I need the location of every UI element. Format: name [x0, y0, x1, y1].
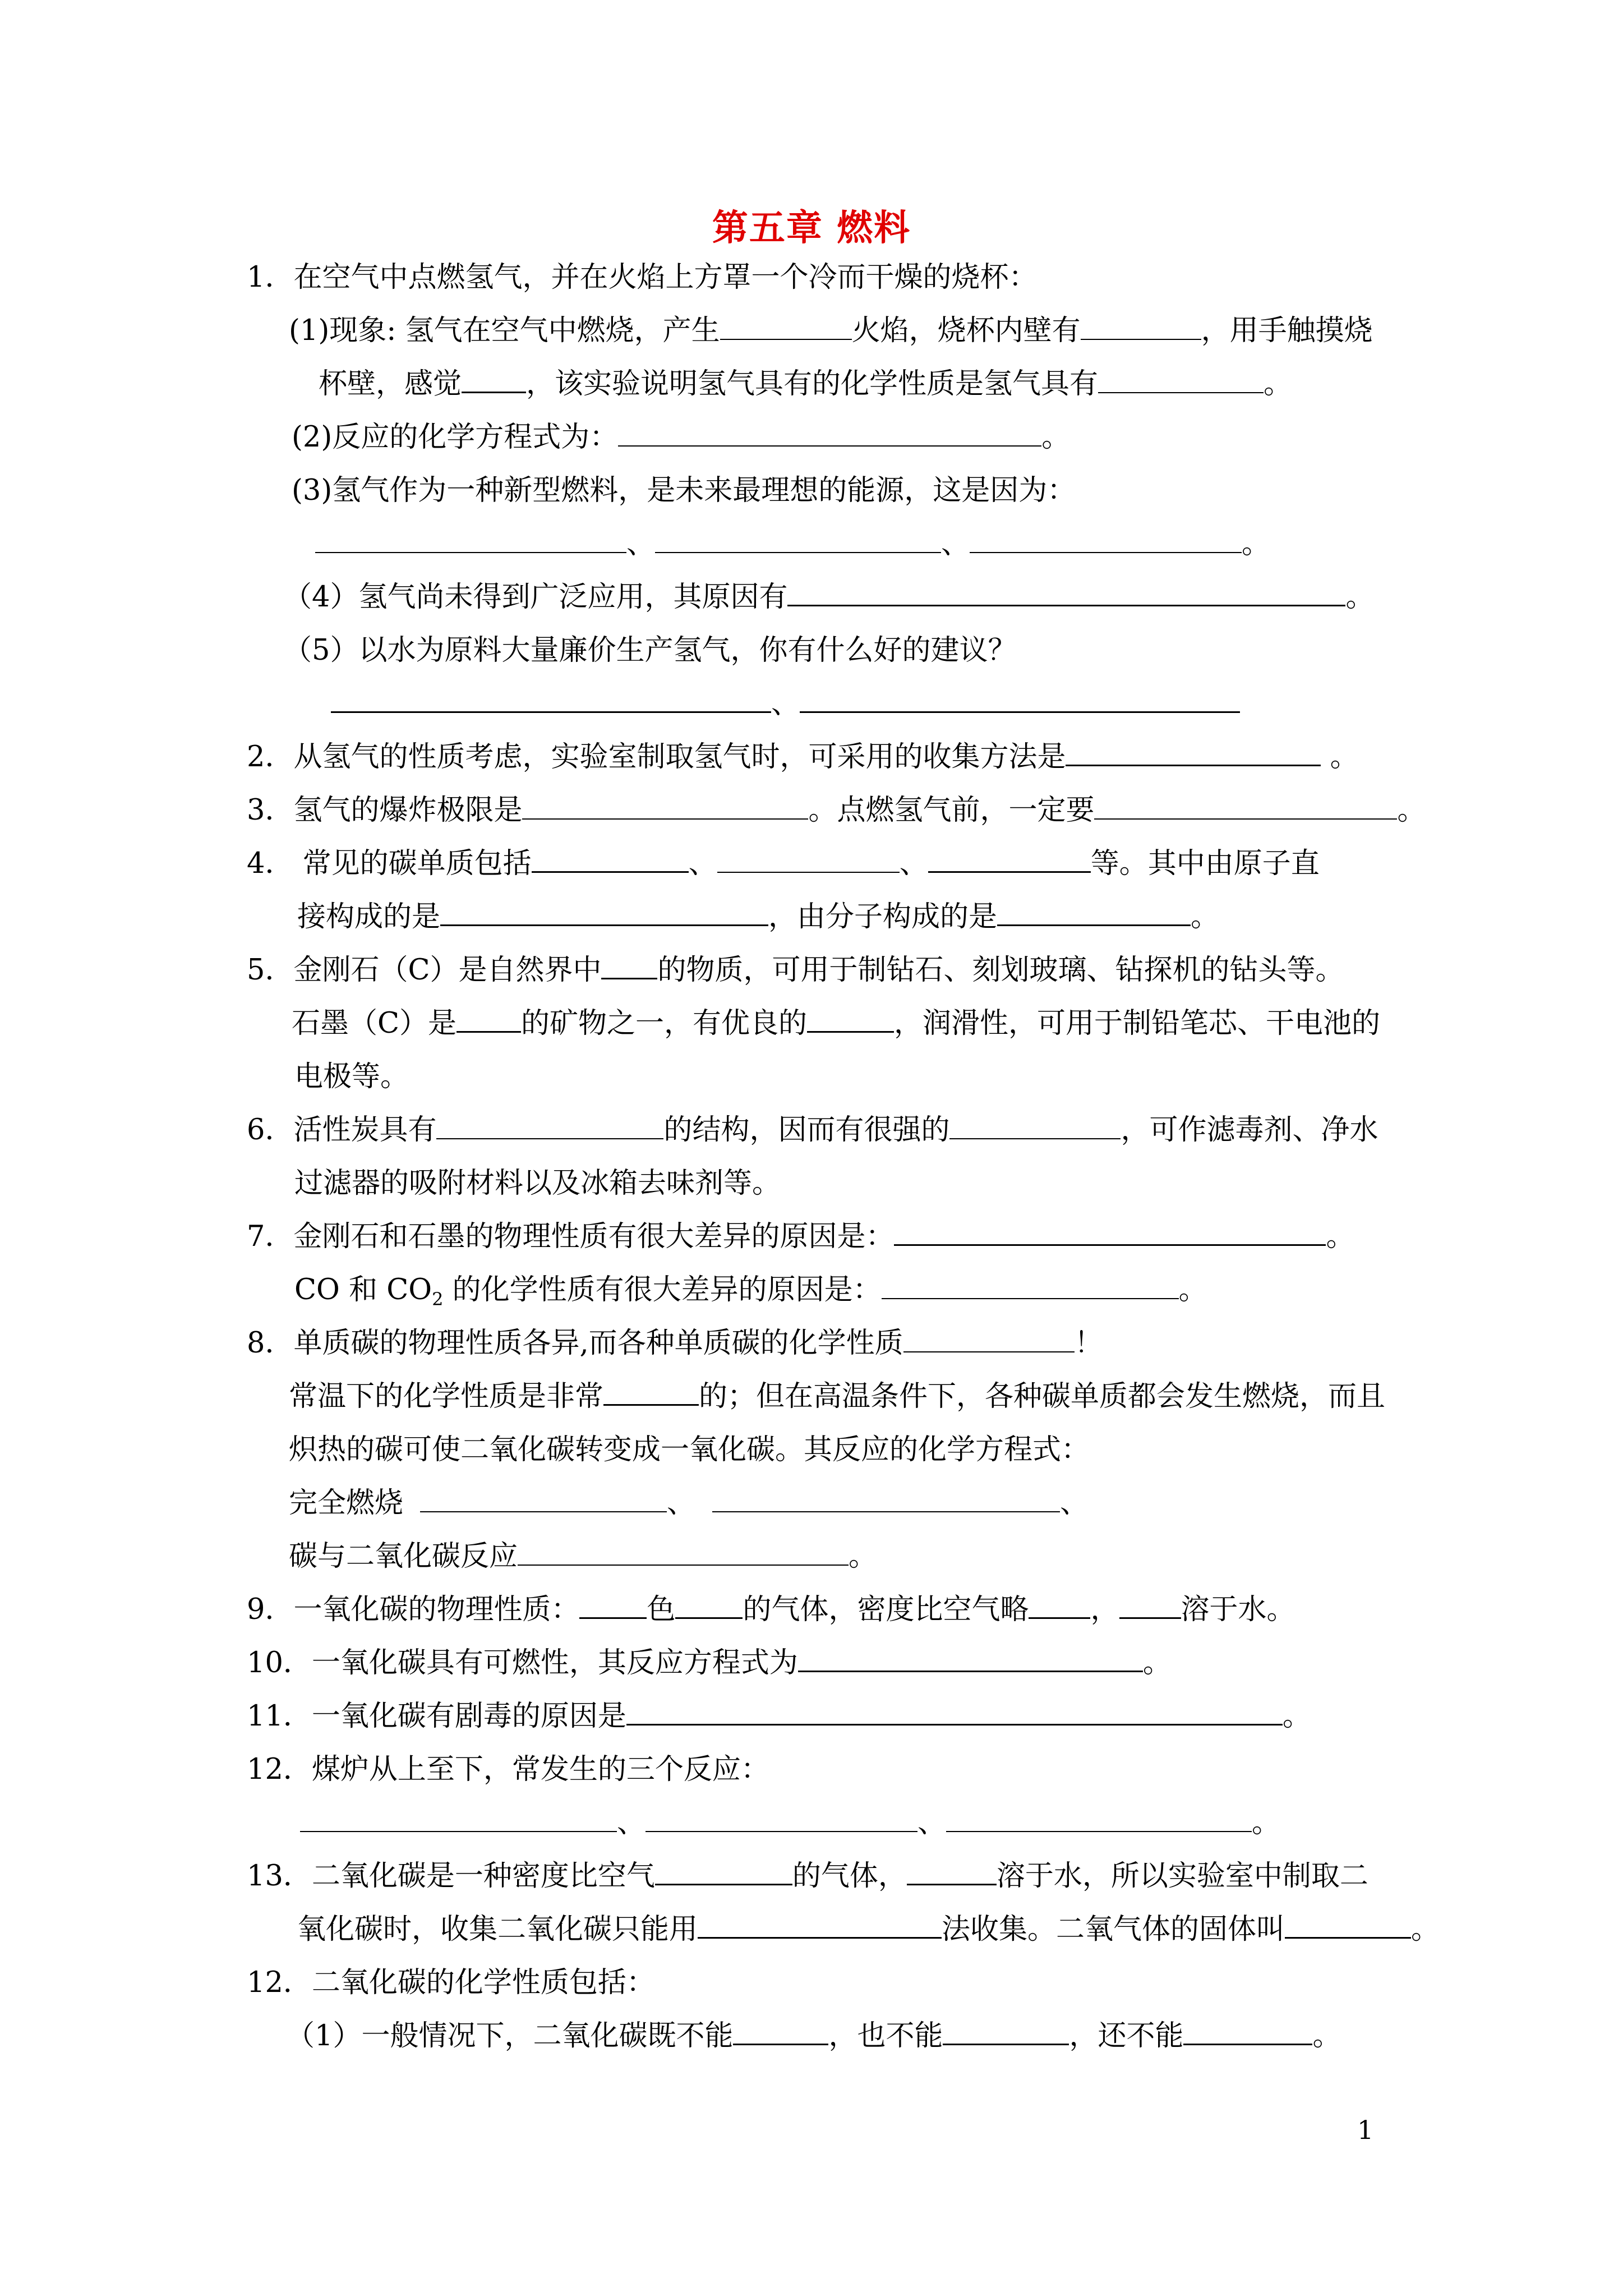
blank[interactable] [436, 1114, 663, 1139]
q11: 11．一氧化碳有剧毒的原因是 。 [247, 1700, 1311, 1733]
blank[interactable] [655, 1859, 792, 1885]
q5-line1: 5．金刚石（C）是自然界中 的物质，可用于制钻石、刻划玻璃、钻探机的钻头等。 [247, 954, 1344, 987]
page-number: 1 [1357, 2115, 1374, 2145]
blank[interactable] [712, 1487, 1060, 1512]
blank[interactable] [1119, 1593, 1181, 1619]
q7-line2: CO 和 $CO_2$ 的化学性质有很大差异的原因是： 。 [294, 1273, 1207, 1310]
q1-part2: (2)反应的化学方程式为： 。 [292, 421, 1071, 454]
blank[interactable] [645, 1806, 917, 1832]
blank[interactable] [733, 2019, 828, 2045]
q13-line1: 13．二氧化碳是一种密度比空气 的气体， 溶于水，所以实验室中制取二 [247, 1860, 1368, 1893]
blank[interactable] [1183, 2019, 1312, 2045]
q1-part1-line2: 杯壁，感觉 ，该实验说明氢气具有的化学性质是氢气具有 。 [319, 367, 1293, 401]
q8-line3: 炽热的碳可使二氧化碳转变成一氧化碳。其反应的化学方程式： [289, 1433, 1090, 1466]
blank[interactable] [807, 1006, 894, 1033]
blank[interactable] [518, 1540, 849, 1566]
q12: 12．煤炉从上至下，常发生的三个反应： [247, 1753, 769, 1786]
blank[interactable] [655, 527, 941, 553]
q4-line1: 4． 常见的碳单质包括 、 、 等。其中由原子直 [247, 847, 1320, 880]
blank[interactable] [928, 846, 1091, 873]
blank[interactable] [946, 1806, 1252, 1832]
blank[interactable] [440, 900, 768, 926]
blank[interactable] [1066, 740, 1321, 766]
blank[interactable] [720, 314, 852, 340]
q1-part5: （5）以水为原料大量廉价生产氢气，你有什么好的建议？ [283, 634, 1017, 667]
blank[interactable] [903, 1327, 1075, 1352]
blank[interactable] [601, 953, 657, 979]
blank[interactable] [798, 1646, 1143, 1672]
q8-line1: 8．单质碳的物理性质各异,而各种单质碳的化学性质 ！ [247, 1327, 1103, 1360]
q10: 10．一氧化碳具有可燃性，其反应方程式为 。 [247, 1646, 1172, 1680]
blank[interactable] [603, 1379, 699, 1406]
blank[interactable] [882, 1273, 1179, 1299]
q1-part4: （4）氢气尚未得到广泛应用，其原因有 。 [283, 581, 1375, 614]
q12-blanks: 、 、 。 [300, 1803, 1280, 1843]
q8-line5: 碳与二氧化碳反应 。 [289, 1540, 878, 1573]
q6-line2: 过滤器的吸附材料以及冰箱去味剂等。 [294, 1167, 781, 1200]
blank[interactable] [698, 1912, 942, 1939]
blank[interactable] [949, 1114, 1121, 1139]
blank[interactable] [618, 421, 1041, 447]
q14-part1: （1）一般情况下，二氧化碳既不能 ，也不能 ，还不能 。 [286, 2019, 1341, 2053]
blank[interactable] [532, 846, 689, 873]
blank[interactable] [462, 367, 526, 393]
q1-stem: 1．在空气中点燃氢气，并在火焰上方罩一个冷而干燥的烧杯： [247, 261, 1038, 294]
blank[interactable] [579, 1593, 647, 1619]
blank[interactable] [300, 1806, 617, 1832]
blank[interactable] [943, 2019, 1069, 2045]
blank[interactable] [787, 580, 1345, 606]
blank[interactable] [717, 847, 900, 873]
blank[interactable] [1094, 794, 1397, 820]
q14: 12．二氧化碳的化学性质包括： [247, 1966, 655, 1999]
blank[interactable] [626, 1699, 1283, 1726]
q1-part3: (3)氢气作为一种新型燃料，是未来最理想的能源，这是因为： [292, 474, 1076, 507]
q9: 9．一氧化碳的物理性质： 色 的气体，密度比空气略 ， 溶于水。 [247, 1593, 1295, 1626]
q3: 3．氢气的爆炸极限是 。点燃氢气前，一定要 。 [247, 794, 1426, 827]
q4-line2: 接构成的是 ，由分子构成的是 。 [297, 900, 1220, 933]
q8-line2: 常温下的化学性质是非常 的；但在高温条件下，各种碳单质都会发生燃烧，而且 [289, 1380, 1386, 1413]
q6-line1: 6．活性炭具有 的结构，因而有很强的 ，可作滤毒剂、净水 [247, 1114, 1378, 1147]
blank[interactable] [800, 687, 1240, 713]
blank[interactable] [420, 1487, 667, 1512]
blank[interactable] [522, 794, 808, 820]
blank[interactable] [997, 900, 1191, 926]
blank[interactable] [907, 1859, 997, 1885]
blank[interactable] [315, 527, 626, 553]
q2: 2．从氢气的性质考虑，实验室制取氢气时，可采用的收集方法是 。 [247, 740, 1359, 774]
q5-line2: 石墨（C）是 的矿物之一，有优良的 ，润滑性，可用于制铅笔芯、干电池的 [292, 1007, 1381, 1040]
q1-part5-blanks: 、 [331, 684, 1240, 724]
blank[interactable] [1098, 367, 1264, 393]
blank[interactable] [894, 1220, 1326, 1246]
q1-part1-line1: (1)现象: 氢气在空气中燃烧，产生 火焰，烧杯内壁有 ，用手触摸烧 [289, 314, 1373, 347]
q5-line3: 电极等。 [294, 1060, 409, 1093]
blank[interactable] [1285, 1912, 1411, 1939]
blank[interactable] [970, 527, 1242, 553]
q8-line4: 完全燃烧 、 、 [289, 1487, 1089, 1520]
blank[interactable] [675, 1593, 743, 1619]
blank[interactable] [1029, 1593, 1090, 1619]
blank[interactable] [1081, 314, 1201, 340]
q1-part3-blanks: 、 、 。 [315, 524, 1270, 564]
blank[interactable] [331, 687, 771, 713]
blank[interactable] [457, 1006, 521, 1033]
q7-line1: 7．金刚石和石墨的物理性质有很大差异的原因是： 。 [247, 1220, 1355, 1253]
page-title: 第五章 燃料 [712, 207, 911, 249]
q13-line2: 氧化碳时，收集二氧化碳只能用 法收集。二氧气体的固体叫 。 [297, 1913, 1440, 1946]
